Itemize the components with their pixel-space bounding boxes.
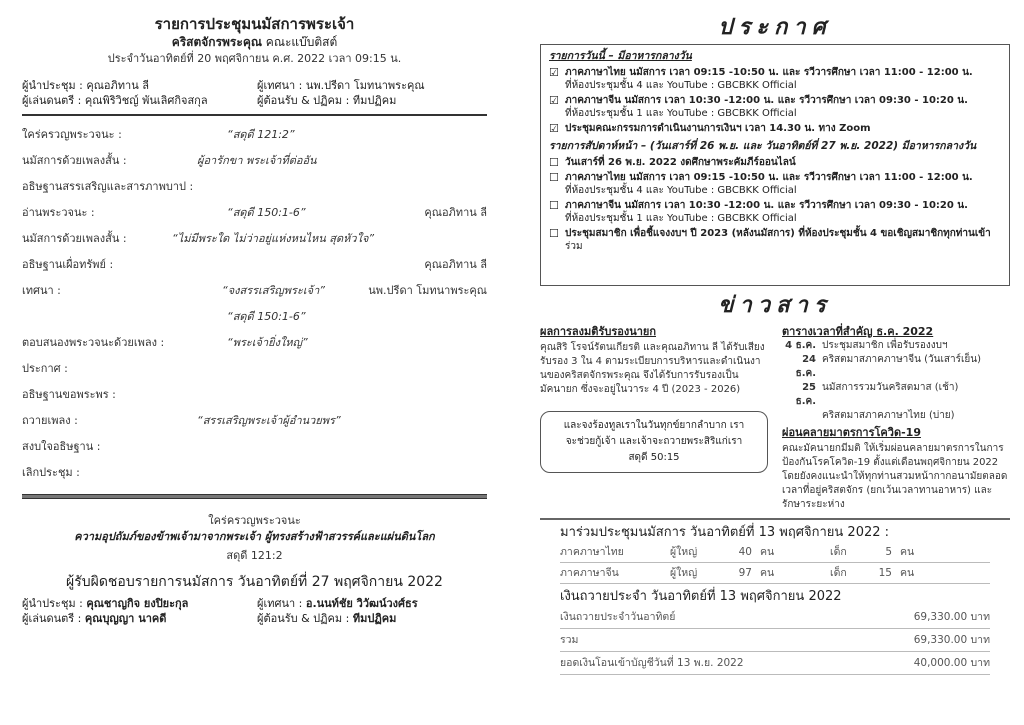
order-item: สงบใจอธิษฐาน : <box>22 440 101 453</box>
announcements-box <box>540 44 1010 286</box>
unit-label: คน <box>760 567 775 579</box>
order-row <box>22 148 487 174</box>
attendance-group: ภาคภาษาไทย <box>560 546 624 558</box>
unit-label: คน <box>900 567 915 579</box>
empty-box-icon: ☐ <box>549 227 559 240</box>
order-row <box>22 226 487 252</box>
order-item: นมัสการด้วยเพลงสั้น : <box>22 154 127 167</box>
order-detail: “สดุดี 150:1-6” <box>227 206 306 219</box>
next-pianist-label: ผู้เล่นดนตรี : <box>22 612 85 625</box>
verse-line: และจงร้องทูลเราในวันทุกข์ยากลำบาก เรา <box>563 420 745 431</box>
meditation-heading: ใคร่ครวญพระวจนะ <box>208 514 301 527</box>
order-detail: “พระเจ้ายิ่งใหญ่” <box>227 336 308 349</box>
offering-amount: 69,330.00 บาท <box>913 611 990 623</box>
offering-label: ยอดเงินโอนเข้าบัญชีวันที่ 13 พ.ย. 2022 <box>560 657 744 669</box>
empty-box-icon: ☐ <box>549 156 559 169</box>
order-row <box>22 200 487 226</box>
order-item: ประกาศ : <box>22 362 68 375</box>
church-suffix: คณะแบ๊บติสต์ <box>261 35 338 49</box>
item-line: ประชุมสมาชิก เพื่อชี้แจงงบฯ ปี 2023 (หลังนมัสการ) ที่ห้องประชุมชั้น 4 ขอเชิญสมาชิกทุกท่านเข้า <box>565 228 991 239</box>
item-line: ที่ห้องประชุมชั้น 4 และ YouTube : GBCBKK Official <box>565 185 797 196</box>
item-line: ภาคภาษาจีน นมัสการ เวลา 10:30 -12:00 น. และ รวีวารศึกษา เวลา 09:30 - 10:20 น. <box>565 200 968 211</box>
order-detail: ผู้อารักขา พระเจ้าที่ต่ออัน <box>197 154 317 167</box>
news-columns <box>540 324 1010 512</box>
next-week-heading: ผู้รับผิดชอบรายการนมัสการ วันอาทิตย์ที่ 27 พฤศจิกายน 2022 <box>66 574 443 590</box>
schedule-event: ประชุมสมาชิก เพื่อรับรองงบฯ <box>822 340 948 351</box>
checked-box-icon: ☑ <box>549 94 559 107</box>
schedule-row <box>782 409 1010 423</box>
next-item <box>549 227 1001 253</box>
schedule-event: คริสตมาสภาคภาษาจีน (วันเสาร์เย็น) <box>822 354 982 365</box>
covid-text: คณะมัคนายกมีมติ ให้เริ่มผ่อนคลายมาตรการในการป้องกันโรคโควิด-19 ตั้งแต่เดือนพฤศจิกายน 2022 โดยยังคงแนะนำให้ทุกท่านสวมหน้ากากอนามัยตลอดเวลาที่อยู่คริสตจักร (ยกเว้นเวลาทานอาหาร) และรักษาระยะห่าง <box>782 443 1008 510</box>
schedule-row <box>782 353 1010 381</box>
leader: ผู้นำประชุม : คุณอภิทาน ลี <box>22 79 149 92</box>
order-item: เทศนา : <box>22 284 61 297</box>
next-greeter <box>252 611 487 626</box>
schedule-event: คริสตมาสภาคภาษาไทย (บ่าย) <box>822 410 955 421</box>
order-of-service-page <box>22 14 487 714</box>
next-pianist <box>22 611 252 626</box>
checked-box-icon: ☑ <box>549 66 559 79</box>
schedule-row <box>782 339 1010 353</box>
pianist: ผู้เล่นดนตรี : คุณพิริวิชญ์ พันเลิศกิจสกุล <box>22 94 208 107</box>
order-row <box>22 252 487 278</box>
order-row <box>22 434 487 460</box>
schedule-event: นมัสการรวมวันคริสตมาส (เช้า) <box>822 382 959 393</box>
item-line: วันเสาร์ที่ 26 พ.ย. 2022 งดศึกษาพระคัมภีร์ออนไลน์ <box>565 157 796 168</box>
verse-ref: สดุดี 50:15 <box>628 452 680 463</box>
checked-box-icon: ☑ <box>549 122 559 135</box>
today-item <box>549 66 1001 92</box>
meditation-ref: สดุดี 121:2 <box>226 549 283 562</box>
next-greeter-name: ทีมปฏิคม <box>352 612 397 625</box>
order-item: ตอบสนองพระวจนะด้วยเพลง : <box>22 336 165 349</box>
next-leader <box>22 596 252 611</box>
order-row <box>22 382 487 408</box>
adult-count: 40 <box>738 546 752 558</box>
order-item: ถวายเพลง : <box>22 414 78 427</box>
offering-row <box>560 606 990 629</box>
order-row <box>22 174 487 200</box>
order-row <box>22 304 487 330</box>
news-right <box>782 324 1010 512</box>
meditation-text: ความอุปถัมภ์ของข้าพเจ้ามาจากพระเจ้า ผู้ทรงสร้างฟ้าสวรรค์และแผ่นดินโลก <box>74 530 435 543</box>
next-preacher <box>252 596 487 611</box>
order-item: ใคร่ครวญพระวจนะ : <box>22 128 122 141</box>
offering-row <box>560 652 990 675</box>
order-detail: “สดุดี 121:2” <box>227 128 295 141</box>
roles-row-2 <box>22 93 487 108</box>
next-leader-label: ผู้นำประชุม : <box>22 597 87 610</box>
attendance-heading: มาร่วมประชุมนมัสการ วันอาทิตย์ที่ 13 พฤศจิกายน 2022 : <box>560 525 890 540</box>
vote-heading: ผลการลงมติรับรองนายก <box>540 325 657 338</box>
adult-label: ผู้ใหญ่ <box>670 567 698 579</box>
adult-count: 97 <box>738 567 752 579</box>
bulletin-title: รายการประชุมนมัสการพระเจ้า <box>154 15 355 33</box>
unit-label: คน <box>900 546 915 558</box>
church-name <box>22 34 487 51</box>
preacher: ผู้เทศนา : นพ.ปรีดา โมทนาพระคุณ <box>257 79 425 92</box>
schedule-date: 24 ธ.ค. <box>795 354 816 379</box>
bible-verse-box <box>540 411 768 473</box>
next-heading: รายการสัปดาห์หน้า – (วันเสาร์ที่ 26 พ.ย. และ วันอาทิตย์ที่ 27 พ.ย. 2022) มีอาหารกลางวัน <box>549 140 977 152</box>
item-line: ภาคภาษาไทย นมัสการ เวลา 09:15 -10:50 น. และ รวีวารศึกษา เวลา 11:00 - 12:00 น. <box>565 67 973 78</box>
offering-amount: 40,000.00 บาท <box>913 657 990 669</box>
next-pianist-name: คุณบุญญา นาคดี <box>84 612 167 625</box>
today-item <box>549 122 1001 135</box>
next-roles-row-1 <box>22 596 487 611</box>
offering-row <box>560 629 990 652</box>
next-item <box>549 171 1001 197</box>
order-detail: “จงสรรเสริญพระเจ้า” <box>222 284 325 297</box>
roles-row-1 <box>22 78 487 93</box>
order-item: เลิกประชุม : <box>22 466 80 479</box>
order-person: นพ.ปรีดา โมทนาพระคุณ <box>368 284 487 297</box>
order-item: นมัสการด้วยเพลงสั้น : <box>22 232 127 245</box>
order-row <box>22 278 487 304</box>
child-label: เด็ก <box>830 546 847 558</box>
item-line: ภาคภาษาจีน นมัสการ เวลา 10:30 -12:00 น. และ รวีวารศึกษา เวลา 09:30 - 10:20 น. <box>565 95 968 106</box>
news-left <box>540 324 768 512</box>
order-row <box>22 330 487 356</box>
today-heading: รายการวันนี้ – มีอาหารกลางวัน <box>549 50 692 62</box>
next-roles-row-2 <box>22 611 487 626</box>
next-leader-name: คุณชาญกิจ ยงปิยะกุล <box>86 597 189 610</box>
order-row <box>22 408 487 434</box>
item-line: ที่ห้องประชุมชั้น 4 และ YouTube : GBCBKK Official <box>565 80 797 91</box>
verse-line: จะช่วยกู้เจ้า และเจ้าจะถวายพระสิริแก่เรา <box>565 436 743 447</box>
news-title: ข่าวสาร <box>718 293 832 318</box>
item-line: ภาคภาษาไทย นมัสการ เวลา 09:15 -10:50 น. และ รวีวารศึกษา เวลา 11:00 - 12:00 น. <box>565 172 973 183</box>
order-row <box>22 122 487 148</box>
announcements-title: ประกาศ <box>718 15 832 40</box>
vote-text: คุณสิริ โรจน์รัตนเกียรติ และคุณอภิทาน ลี ได้รับเสียงรับรอง 3 ใน 4 ตามระเบียบการบริหารและดำเนินงานของคริสตจักรพระคุณ จึงได้รับการรับรองเป็นมัคนายก ซึ่งจะอยู่ในวาระ 4 ปี (2023 - 2026) <box>540 342 765 395</box>
empty-box-icon: ☐ <box>549 171 559 184</box>
order-person: คุณอภิทาน ลี <box>424 258 487 271</box>
item-line: ร่วม <box>565 241 583 252</box>
adult-label: ผู้ใหญ่ <box>670 546 698 558</box>
schedule-heading: ตารางเวลาที่สำคัญ ธ.ค. 2022 <box>782 325 934 338</box>
next-greeter-label: ผู้ต้อนรับ & ปฏิคม : <box>257 612 353 625</box>
item-line: ประชุมคณะกรรมการดำเนินงานการเงินฯ เวลา 14.30 น. ทาง Zoom <box>565 123 871 134</box>
attendance-row <box>560 563 990 584</box>
offering-label: รวม <box>560 634 579 646</box>
order-detail: “สรรเสริญพระเจ้าผู้อำนวยพร” <box>197 414 341 427</box>
today-item <box>549 94 1001 120</box>
next-preacher-label: ผู้เทศนา : <box>257 597 306 610</box>
empty-box-icon: ☐ <box>549 199 559 212</box>
order-row <box>22 460 487 486</box>
order-item: อธิษฐานขอพระพร : <box>22 388 116 401</box>
offering-amount: 69,330.00 บาท <box>913 634 990 646</box>
schedule-date: 25 ธ.ค. <box>795 382 816 407</box>
schedule-date <box>782 409 822 423</box>
announcements-page <box>540 14 1010 714</box>
offering-heading: เงินถวายประจำ วันอาทิตย์ที่ 13 พฤศจิกายน 2022 <box>560 589 842 604</box>
order-item: อ่านพระวจนะ : <box>22 206 95 219</box>
child-label: เด็ก <box>830 567 847 579</box>
order-detail: “ไม่มีพระใด ไม่ว่าอยู่แห่งหนไหน สุดหัวใจ” <box>172 232 375 245</box>
order-item: อธิษฐานสรรเสริญและสารภาพบาป : <box>22 180 194 193</box>
order-row <box>22 356 487 382</box>
schedule-date: 4 ธ.ค. <box>785 340 816 351</box>
greeter: ผู้ต้อนรับ & ปฏิคม : ทีมปฏิคม <box>257 94 397 107</box>
order-person: คุณอภิทาน ลี <box>424 206 487 219</box>
unit-label: คน <box>760 546 775 558</box>
next-item <box>549 156 1001 169</box>
report-section <box>540 518 1010 675</box>
order-of-service <box>22 122 487 486</box>
attendance-group: ภาคภาษาจีน <box>560 567 619 579</box>
order-item: อธิษฐานเผื่อทรัพย์ : <box>22 258 114 271</box>
attendance-row <box>560 542 990 563</box>
next-item <box>549 199 1001 225</box>
covid-heading: ผ่อนคลายมาตรการโควิด-19 <box>782 426 921 439</box>
next-preacher-name: อ.นนท์ชัย วิวัฒน์วงศ์ธร <box>305 597 418 610</box>
item-line: ที่ห้องประชุมชั้น 1 และ YouTube : GBCBKK Official <box>565 108 797 119</box>
offering-label: เงินถวายประจำวันอาทิตย์ <box>560 611 676 623</box>
child-count: 15 <box>878 567 892 579</box>
item-line: ที่ห้องประชุมชั้น 1 และ YouTube : GBCBKK Official <box>565 213 797 224</box>
order-detail: “สดุดี 150:1-6” <box>227 310 306 323</box>
schedule-row <box>782 381 1010 409</box>
service-date: ประจำวันอาทิตย์ที่ 20 พฤศจิกายน ค.ศ. 2022 เวลา 09:15 น. <box>107 52 402 65</box>
church-name-text: คริสตจักรพระคุณ <box>171 35 262 49</box>
child-count: 5 <box>885 546 892 558</box>
